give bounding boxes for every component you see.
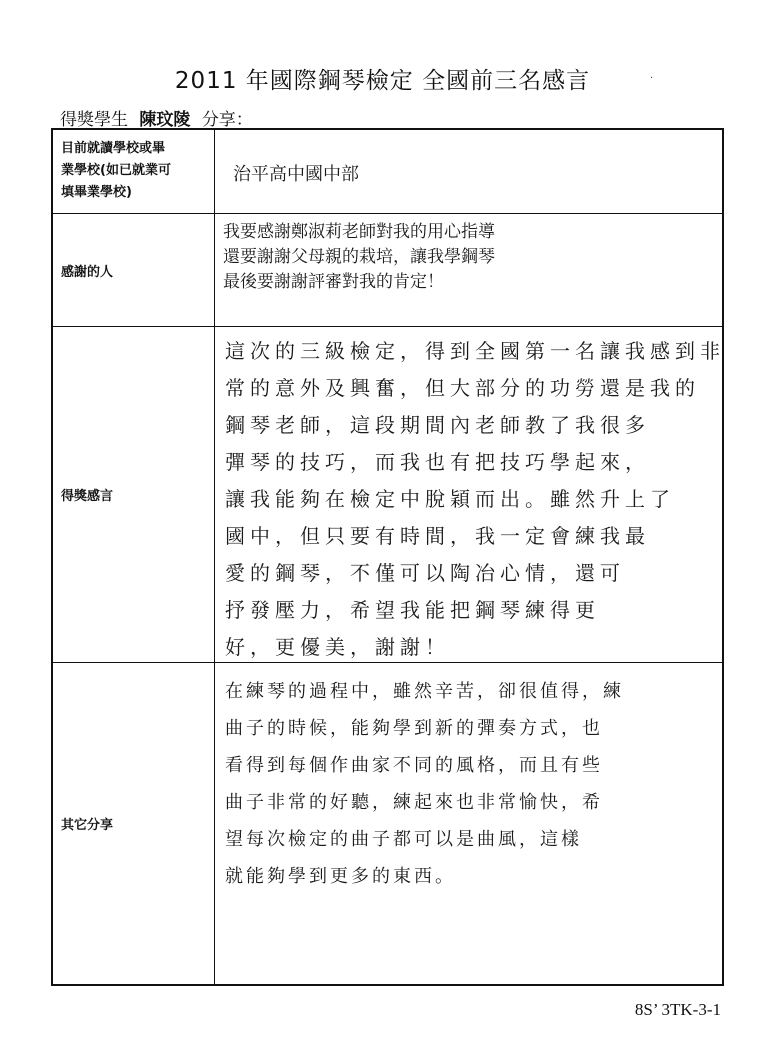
handwritten-line: 曲子的時候，能夠學到新的彈奏方式，也 — [225, 718, 603, 739]
handwritten-line: 還要謝謝父母親的栽培，讓我學鋼琴 — [223, 247, 495, 267]
row-award-speech-label: 得獎感言 — [53, 327, 215, 662]
handwritten-line: 讓我能夠在檢定中脫穎而出。雖然升上了 — [225, 487, 675, 511]
scan-speck: · — [650, 73, 654, 84]
handwritten-line: 常的意外及興奮，但大部分的功勞還是我的 — [225, 376, 700, 400]
student-label: 得獎學生 — [60, 110, 128, 130]
student-suffix: 分享： — [201, 110, 253, 130]
student-name: 陳玟陵 — [139, 110, 191, 130]
handwritten-line: 國中，但只要有時間，我一定會練我最 — [225, 524, 650, 548]
row-award-speech — [53, 327, 725, 663]
handwritten-line: 抒發壓力，希望我能把鋼琴練得更 — [225, 598, 600, 622]
student-line — [60, 105, 253, 130]
row-school-label: 目前就讀學校或畢 業學校(如已就業可 填畢業學校) — [53, 130, 215, 213]
handwritten-line: 曲子非常的好聽，練起來也非常愉快，希 — [225, 792, 603, 813]
sharing-form — [51, 128, 724, 986]
handwritten-line: 好，更優美，謝謝！ — [225, 635, 450, 659]
handwritten-line: 這次的三級檢定，得到全國第一名讓我感到非 — [225, 339, 725, 363]
handwritten-line: 鋼琴老師，這段期間內老師教了我很多 — [225, 413, 650, 437]
row-thanks-label: 感謝的人 — [53, 214, 215, 326]
handwritten-line: 彈琴的技巧，而我也有把技巧學起來， — [225, 450, 650, 474]
row-award-speech-content — [215, 327, 725, 662]
handwritten-line: 愛的鋼琴，不僅可以陶冶心情，還可 — [225, 561, 625, 585]
row-school — [53, 130, 722, 214]
handwritten-line: 望每次檢定的曲子都可以是曲風，這樣 — [225, 829, 582, 850]
handwritten-line: 最後要謝謝評審對我的肯定！ — [223, 272, 444, 292]
row-school-content — [215, 130, 722, 213]
handwritten-line: 我要感謝鄭淑莉老師對我的用心指導 — [223, 222, 495, 242]
row-other-sharing-content — [215, 663, 722, 984]
page-title: 2011 年國際鋼琴檢定 全國前三名感言 — [174, 68, 591, 94]
row-other-sharing-label: 其它分享 — [53, 663, 215, 984]
row-thanks — [53, 214, 722, 327]
row-other-sharing — [53, 663, 722, 984]
page-code: 8S’ 3TK-3-1 — [634, 1000, 721, 1019]
handwritten-line: 在練琴的過程中，雖然辛苦，卻很值得，練 — [225, 681, 624, 702]
handwritten-line: 治平高中國中部 — [233, 164, 359, 185]
handwritten-line: 就能夠學到更多的東西。 — [225, 866, 456, 887]
row-thanks-content — [215, 214, 722, 326]
handwritten-line: 看得到每個作曲家不同的風格，而且有些 — [225, 755, 603, 776]
